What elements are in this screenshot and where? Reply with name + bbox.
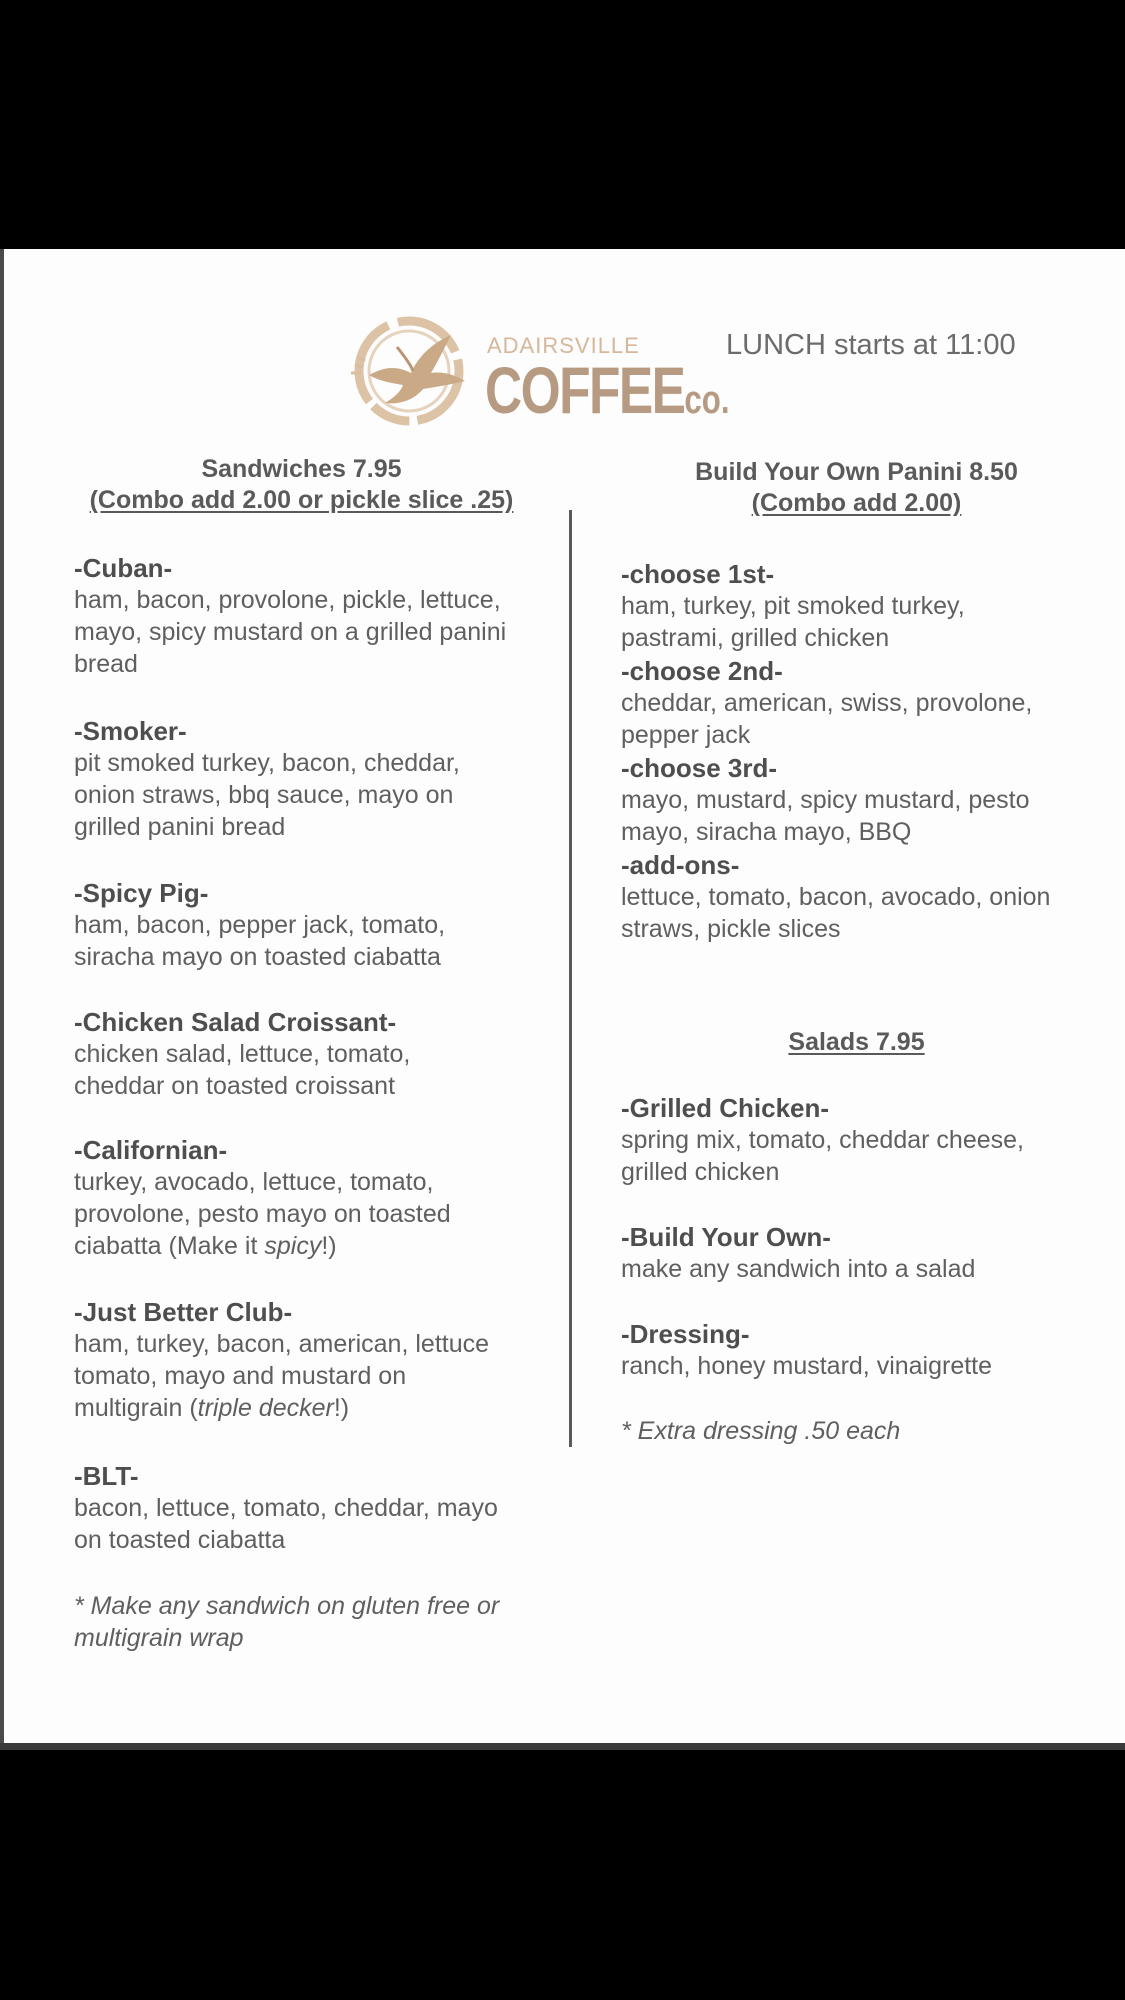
panini-add-ons — [621, 849, 1101, 945]
salad-desc-line: grilled chicken — [621, 1158, 780, 1186]
sandwich-item-cuban — [74, 552, 554, 680]
sandwich-desc-line: bread — [74, 650, 138, 678]
desc-emphasis: triple decker — [197, 1394, 334, 1422]
logo-title-suffix: co. — [684, 378, 730, 422]
sandwich-desc-line: on toasted ciabatta — [74, 1526, 286, 1554]
panini-title: Build Your Own Panini 8.50 — [695, 458, 1018, 486]
panini-step-options: lettuce, tomato, bacon, avocado, onion — [621, 883, 1051, 911]
sandwich-name: -Spicy Pig- — [74, 878, 209, 908]
sandwich-desc-line — [74, 1392, 554, 1424]
salad-desc-line: spring mix, tomato, cheddar cheese, — [621, 1126, 1024, 1154]
sandwich-desc-line: ham, bacon, provolone, pickle, lettuce, — [74, 586, 501, 614]
desc-text: ciabatta (Make it — [74, 1232, 265, 1260]
panini-step-name: -add-ons- — [621, 850, 740, 880]
sandwich-item-spicy-pig — [74, 877, 554, 973]
logo-title-main: COFFEE — [485, 353, 685, 427]
sandwich-desc-line: onion straws, bbq sauce, mayo on — [74, 781, 454, 809]
salad-desc-line: make any sandwich into a salad — [621, 1255, 976, 1283]
panini-step-options: mayo, siracha mayo, BBQ — [621, 818, 912, 846]
panini-combo-note: (Combo add 2.00) — [751, 489, 962, 518]
column-divider — [569, 510, 572, 1447]
sandwich-desc-line: turkey, avocado, lettuce, tomato, — [74, 1168, 434, 1196]
panini-heading — [621, 457, 1092, 520]
sandwich-name: -Chicken Salad Croissant- — [74, 1007, 397, 1037]
page-bottom-edge — [0, 1743, 1125, 1750]
sandwich-desc-line: provolone, pesto mayo on toasted — [74, 1200, 451, 1228]
sandwich-desc-line: grilled panini bread — [74, 813, 286, 841]
salad-desc-line: ranch, honey mustard, vinaigrette — [621, 1352, 993, 1380]
panini-step-options: pepper jack — [621, 721, 751, 749]
menu-page — [4, 249, 1125, 1750]
sandwich-name: -Smoker- — [74, 716, 187, 746]
panini-step-options: cheddar, american, swiss, provolone, — [621, 689, 1033, 717]
sandwich-name: -BLT- — [74, 1461, 139, 1491]
gluten-free-note — [74, 1590, 499, 1654]
dove-emblem-icon — [339, 307, 479, 433]
note-line: * Make any sandwich on gluten free or — [74, 1592, 500, 1620]
lunch-start-note: LUNCH starts at 11:00 — [726, 329, 1016, 361]
note-line: multigrain wrap — [74, 1624, 244, 1652]
salad-name: -Grilled Chicken- — [621, 1093, 830, 1123]
salad-item-build-your-own — [621, 1221, 1101, 1285]
sandwiches-title: Sandwiches 7.95 — [201, 455, 402, 483]
sandwich-name: -Californian- — [74, 1135, 228, 1165]
sandwich-item-blt — [74, 1460, 554, 1556]
salads-heading — [621, 1027, 1092, 1058]
logo-subtitle: ADAIRSVILLE — [487, 333, 640, 358]
desc-text: !) — [321, 1232, 337, 1260]
panini-step-options: pastrami, grilled chicken — [621, 624, 890, 652]
sandwiches-combo-note: (Combo add 2.00 or pickle slice .25) — [89, 486, 514, 515]
panini-step-options: straws, pickle slices — [621, 915, 841, 943]
sandwich-desc-line: siracha mayo on toasted ciabatta — [74, 943, 441, 971]
panini-step-name: -choose 2nd- — [621, 656, 783, 686]
salad-item-grilled-chicken — [621, 1092, 1101, 1188]
sandwich-desc-line — [74, 1230, 554, 1262]
panini-step-1 — [621, 558, 1101, 654]
panini-step-options: ham, turkey, pit smoked turkey, — [621, 592, 965, 620]
salad-name: -Build Your Own- — [621, 1222, 831, 1252]
sandwich-name: -Just Better Club- — [74, 1297, 293, 1327]
sandwich-desc-line: mayo, spicy mustard on a grilled panini — [74, 618, 507, 646]
sandwich-desc-line: ham, turkey, bacon, american, lettuce — [74, 1330, 490, 1358]
panini-step-name: -choose 1st- — [621, 559, 775, 589]
desc-emphasis: spicy — [264, 1232, 322, 1260]
sandwich-desc-line: ham, bacon, pepper jack, tomato, — [74, 911, 446, 939]
sandwich-desc-line: cheddar on toasted croissant — [74, 1072, 396, 1100]
sandwiches-heading — [74, 454, 529, 517]
sandwich-desc-line: tomato, mayo and mustard on — [74, 1362, 407, 1390]
panini-step-options: mayo, mustard, spicy mustard, pesto — [621, 786, 1030, 814]
desc-text: multigrain ( — [74, 1394, 198, 1422]
logo-title — [485, 353, 730, 427]
desc-text: !) — [333, 1394, 350, 1422]
sandwich-desc-line: chicken salad, lettuce, tomato, — [74, 1040, 411, 1068]
panini-step-2 — [621, 655, 1101, 751]
sandwich-item-chicken-salad-croissant — [74, 1006, 554, 1102]
sandwich-desc-line: bacon, lettuce, tomato, cheddar, mayo — [74, 1494, 498, 1522]
coffee-co-logo — [339, 307, 730, 437]
sandwich-name: -Cuban- — [74, 553, 173, 583]
extra-dressing-note: * Extra dressing .50 each — [621, 1417, 901, 1445]
salad-name: -Dressing- — [621, 1319, 750, 1349]
salads-title: Salads 7.95 — [788, 1028, 925, 1056]
sandwich-desc-line: pit smoked turkey, bacon, cheddar, — [74, 749, 460, 777]
sandwich-item-smoker — [74, 715, 554, 843]
panini-step-name: -choose 3rd- — [621, 753, 778, 783]
sandwich-item-californian — [74, 1134, 554, 1262]
panini-step-3 — [621, 752, 1101, 848]
sandwich-item-just-better-club — [74, 1296, 554, 1424]
salad-item-dressing — [621, 1318, 1101, 1382]
